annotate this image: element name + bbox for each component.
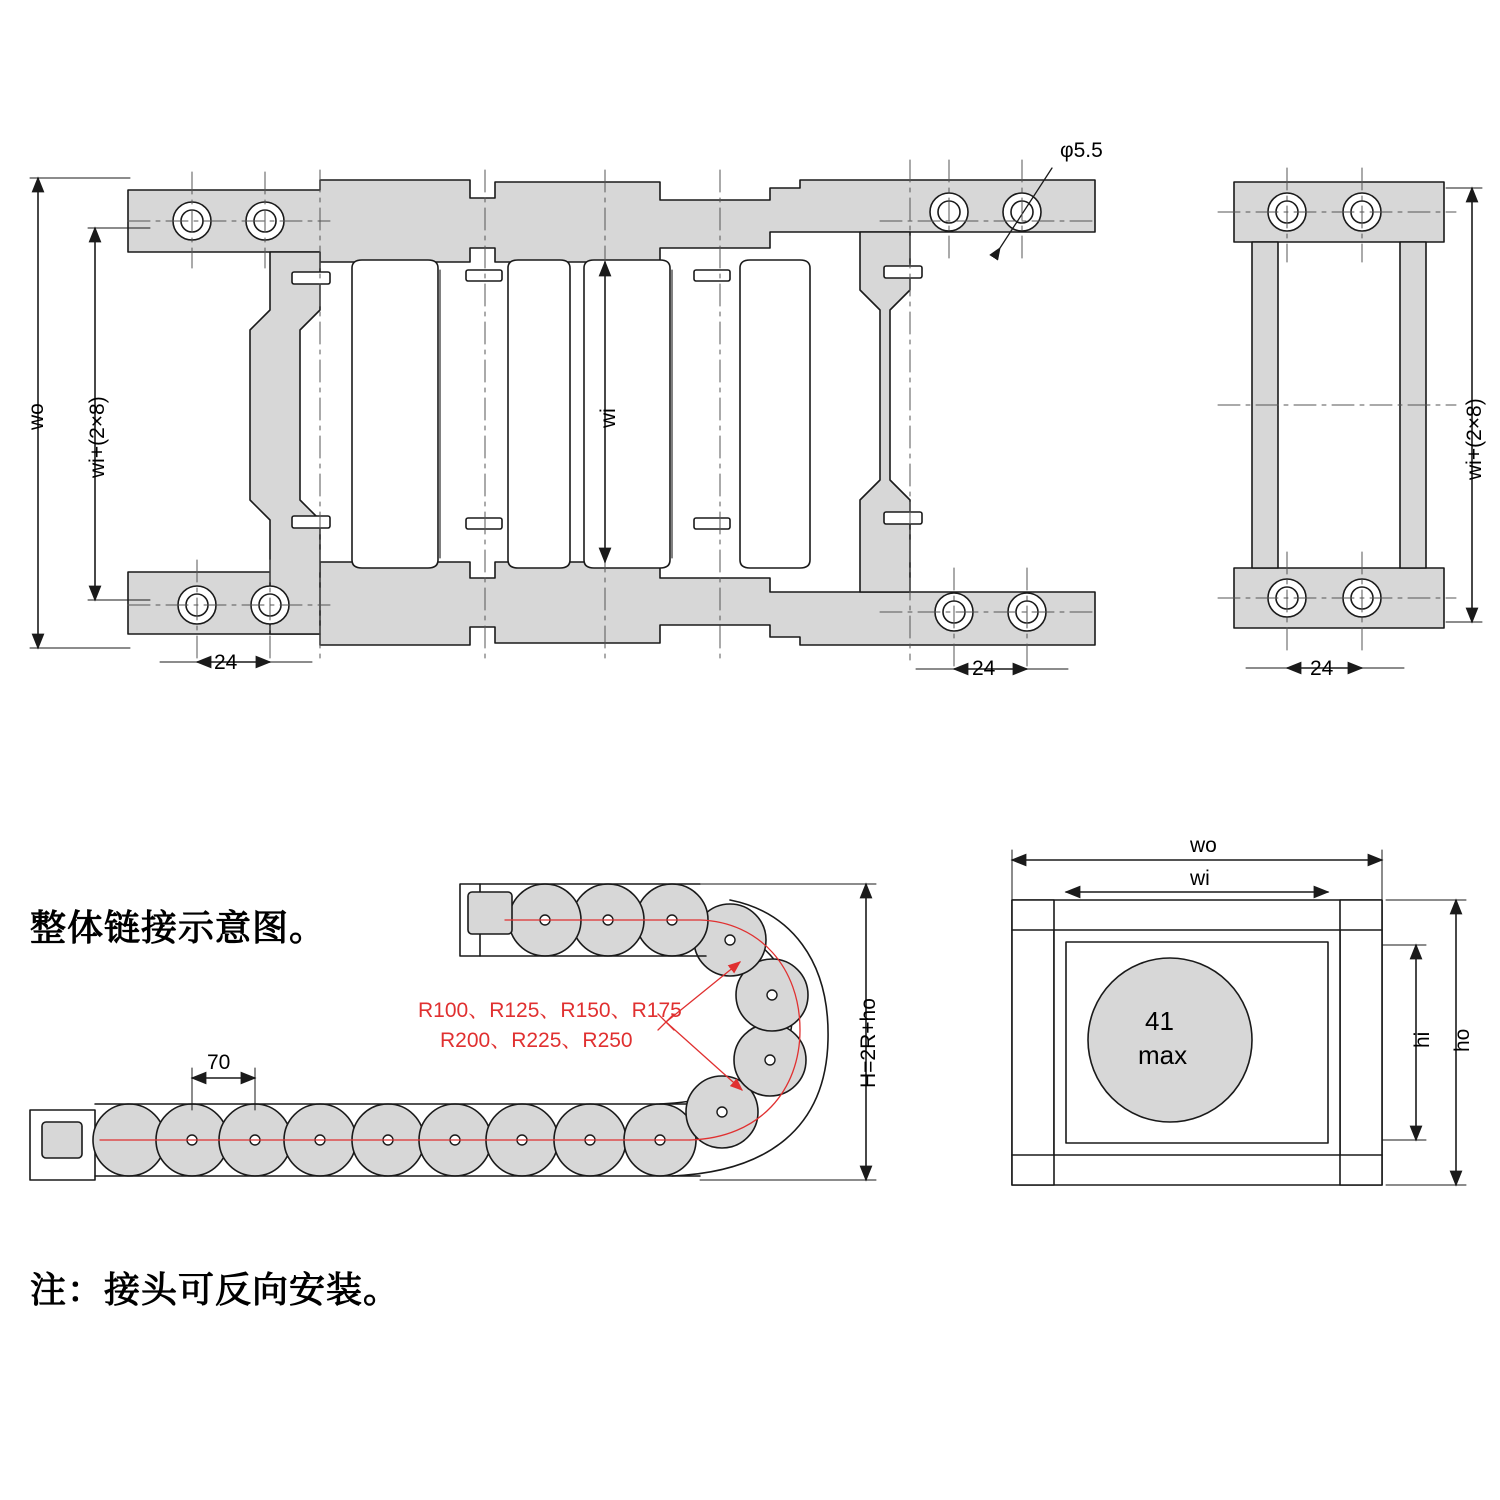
- label-radius-line-2: R200、R225、R250: [440, 1029, 633, 1052]
- top-right-end-view: [1218, 168, 1482, 668]
- label-24-right: 24: [972, 657, 996, 680]
- label-wo-section: wo: [1190, 834, 1217, 857]
- label-wo-left: wo: [25, 403, 48, 430]
- note-assembly-diagram: 整体链接示意图。: [30, 908, 327, 949]
- label-wi-plus-left: wi+(2×8): [86, 396, 109, 478]
- top-left-plan-view: [30, 160, 1095, 669]
- label-70-pitch: 70: [207, 1051, 231, 1074]
- label-wi-plus-right: wi+(2×8): [1463, 398, 1486, 480]
- label-24-left: 24: [214, 651, 238, 674]
- label-ho-section: ho: [1451, 1028, 1474, 1052]
- label-hole-diameter: φ5.5: [1060, 139, 1103, 162]
- label-radius-line-1: R100、R125、R150、R175: [418, 999, 682, 1022]
- label-wi-section: wi: [1190, 867, 1210, 890]
- note-connector-reversible: 注：接头可反向安装。: [30, 1270, 401, 1311]
- label-H-height: H=2R+ho: [857, 998, 880, 1088]
- label-hi-section: hi: [1411, 1031, 1434, 1048]
- label-cable-size: 41: [1145, 1006, 1174, 1036]
- label-cable-max: max: [1138, 1040, 1188, 1070]
- label-wi-left: wi: [597, 408, 620, 428]
- cross-section-view: [1012, 850, 1466, 1185]
- label-24-end-view: 24: [1310, 657, 1334, 680]
